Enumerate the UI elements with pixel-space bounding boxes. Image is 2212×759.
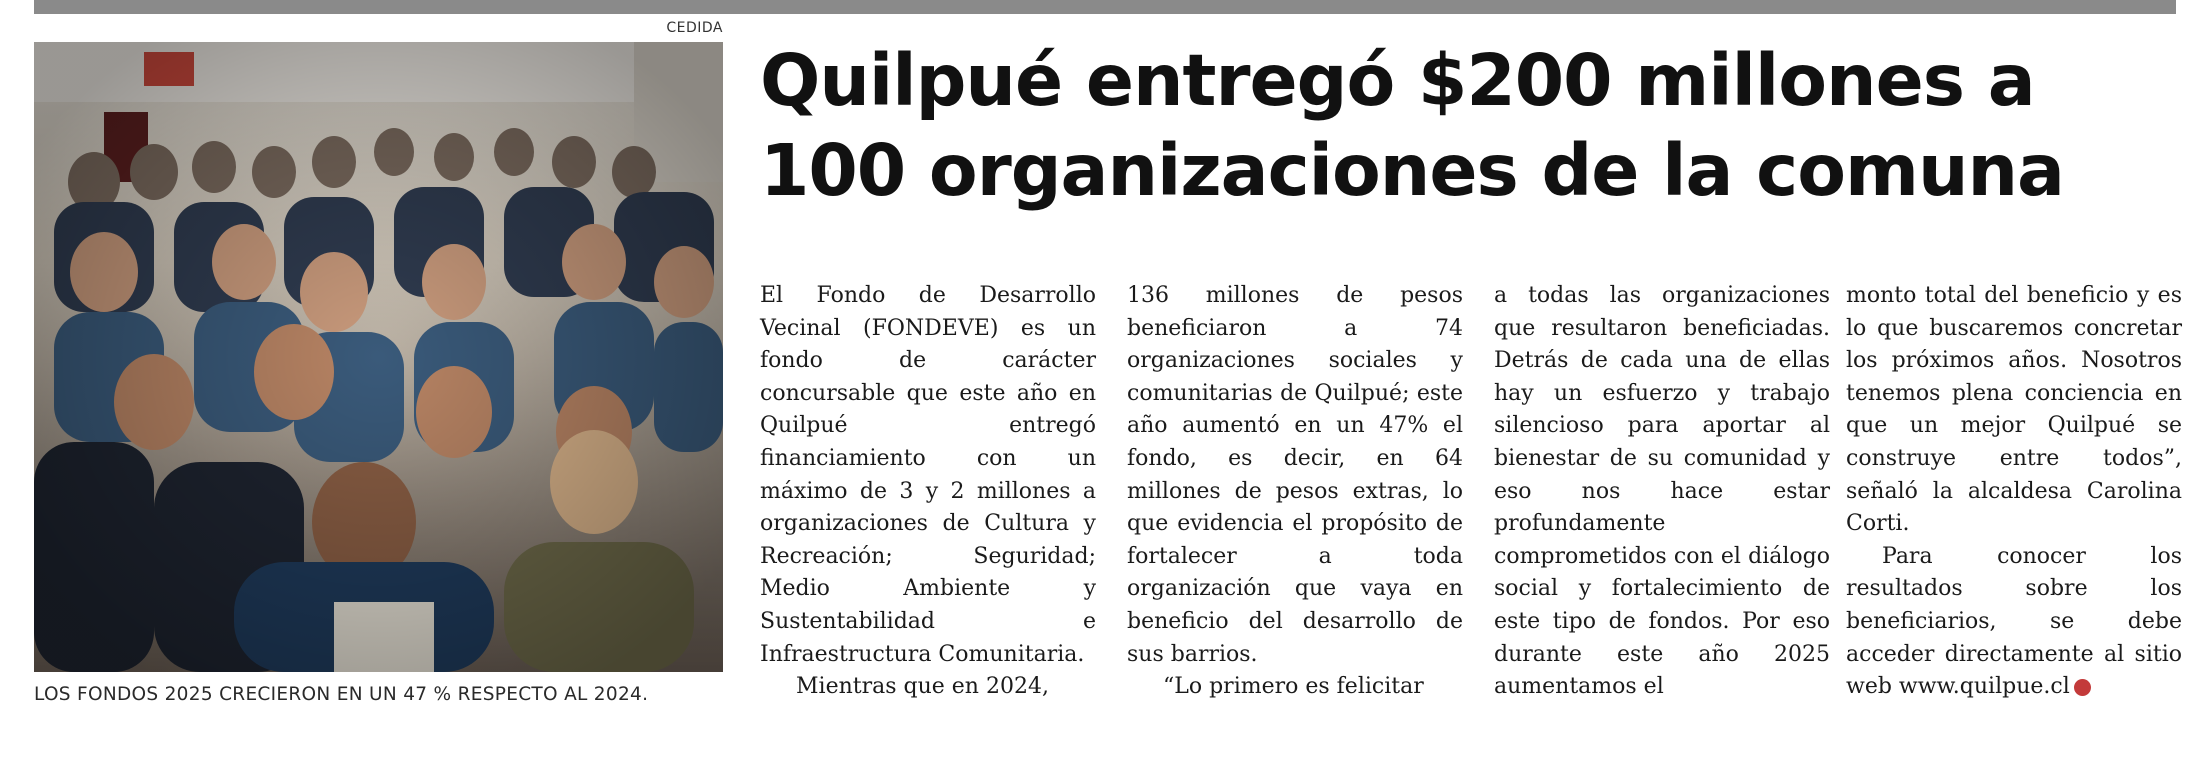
- end-of-article-mark-icon: ✪: [2074, 679, 2091, 696]
- headline: Quilpué entregó $200 millones a 100 organizaciones de la comuna: [760, 39, 2064, 212]
- paragraph: Mientras que en 2024,: [796, 674, 1049, 700]
- article-column-3: [1494, 280, 1830, 704]
- paragraph: a todas las organizaciones que resultaron beneficiadas. Detrás de cada una de ellas hay un esfuerzo y trabajo silencioso para aportar al bienestar de su comunidad y eso nos hace estar profundamente comprometidos con el diálogo social y fortalecimiento de este tipo de fondos. Por eso durante este año 2025 aumentamos el: [1494, 283, 1830, 700]
- article-column-4: [1846, 280, 2182, 704]
- article-column-2: [1127, 280, 1463, 704]
- paragraph: 136 millones de pesos beneficiaron a 74 organizaciones sociales y comunitarias de Quilpué; este año aumentó en un 47% el fondo, es decir, en 64 millones de pesos extras, lo que evidencia el propósito de fortalecer a toda organización que vaya en beneficio del desarrollo de sus barrios.: [1127, 283, 1463, 667]
- paragraph-with-end-mark: [1846, 541, 2182, 704]
- paragraph: El Fondo de Desarrollo Vecinal (FONDEVE) es un fondo de carácter concursable que este año en Quilpué entregó financiamiento con un máximo de 3 y 2 millones a organizaciones de Cultura y Recreación; Seguridad; Medio Ambiente y Sustentabilidad e Infraestructura Comunitaria.: [760, 283, 1096, 667]
- paragraph: monto total del beneficio y es lo que buscaremos concretar los próximos años. Nosotros tenemos plena conciencia en que un mejor Quilpué se construye entre todos”, señaló la alcaldesa Carolina Corti.: [1846, 283, 2182, 537]
- photo-credit: CEDIDA: [666, 20, 723, 36]
- top-rule: [34, 0, 2176, 14]
- article-photo: [34, 42, 723, 672]
- paragraph: “Lo primero es felicitar: [1163, 674, 1424, 700]
- paragraph: Para conocer los resultados sobre los beneficiarios, se debe acceder directamente al sitio web www.quilpue.cl: [1846, 543, 2182, 700]
- photo-caption: LOS FONDOS 2025 CRECIERON EN UN 47 % RESPECTO AL 2024.: [34, 684, 649, 705]
- article-column-1: [760, 280, 1096, 704]
